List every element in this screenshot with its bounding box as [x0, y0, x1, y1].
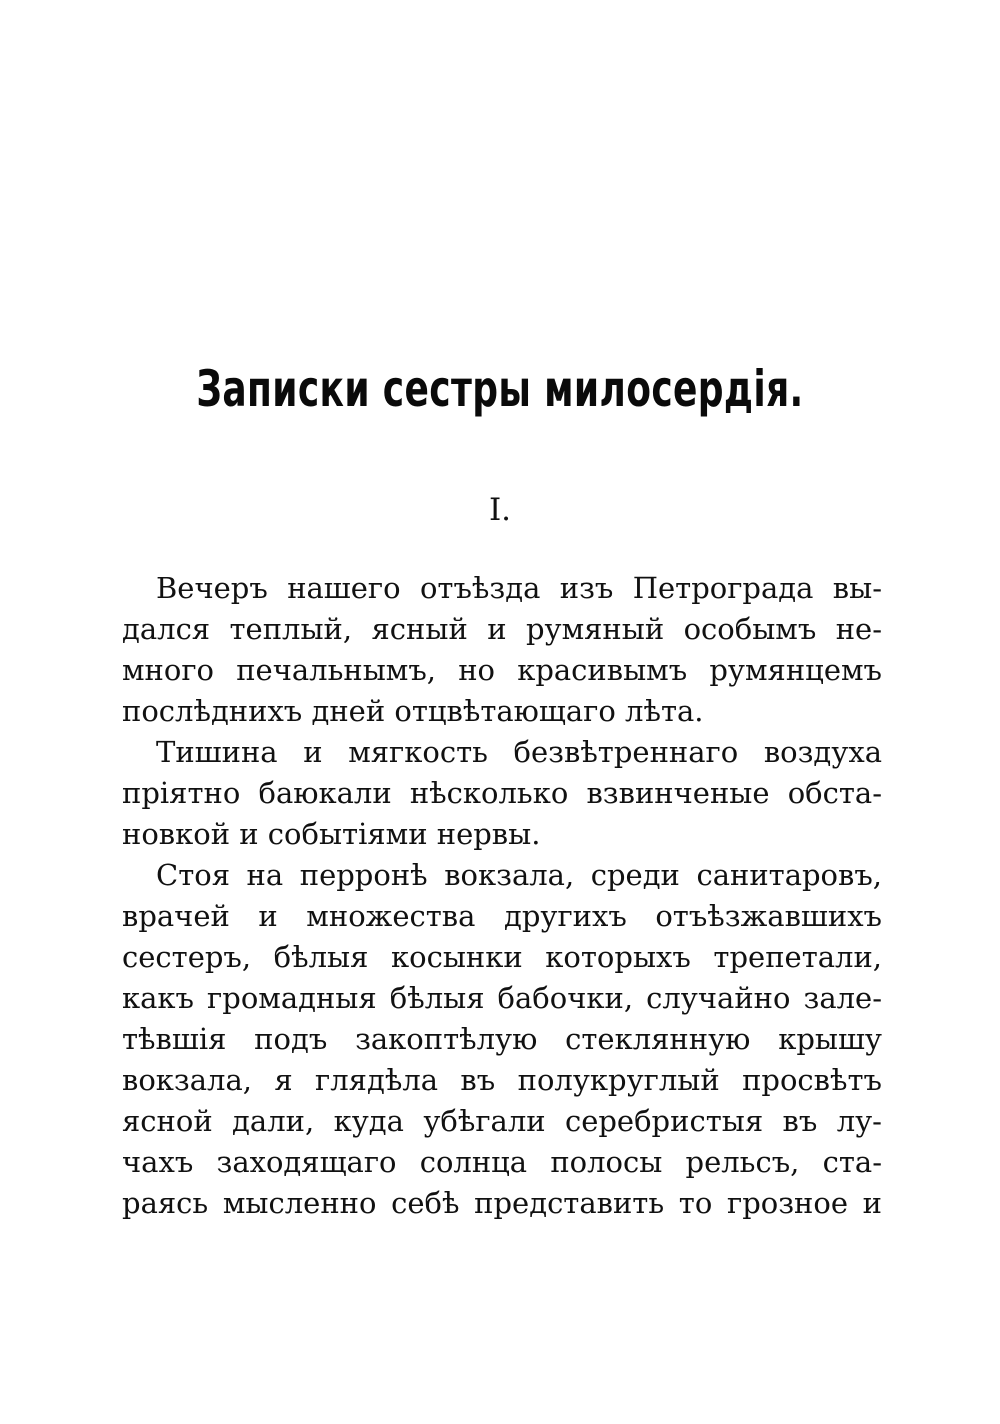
text-line: сестеръ, бѣлыя косынки которыхъ трепетали, [122, 940, 882, 974]
text-line: Вечеръ нашего отъѣзда изъ Петрограда вы- [156, 571, 882, 605]
chapter-number: I. [488, 492, 512, 528]
text-line: Тишина и мягкость безвѣтреннаго воздуха [156, 735, 882, 769]
text-line: пріятно баюкали нѣсколько взвинченые обста- [122, 776, 882, 810]
text-line: дался теплый, ясный и румяный особымъ не- [122, 612, 882, 646]
text-line: новкой и событіями нервы. [122, 817, 541, 851]
text-line: раясь мысленно себѣ представить то грозное и [122, 1186, 882, 1220]
page-title: Записки сестры милосердія. [196, 360, 804, 418]
text-line: какъ громадныя бѣлыя бабочки, случайно зале- [122, 981, 882, 1015]
text-line: тѣвшія подъ закоптѣлую стеклянную крышу [122, 1022, 882, 1056]
text-line: врачей и множества другихъ отъѣзжавшихъ [122, 899, 882, 933]
text-line: Стоя на перронѣ вокзала, среди санитаровъ, [156, 858, 882, 892]
text-line: послѣднихъ дней отцвѣтающаго лѣта. [122, 694, 704, 728]
text-line: ясной дали, куда убѣгали серебристыя въ лу- [122, 1104, 882, 1138]
text-line: чахъ заходящаго солнца полосы рельсъ, ста- [122, 1145, 882, 1179]
text-line: вокзала, я глядѣла въ полукруглый просвѣтъ [122, 1063, 882, 1097]
text-line: много печальнымъ, но красивымъ румянцемъ [122, 653, 882, 687]
